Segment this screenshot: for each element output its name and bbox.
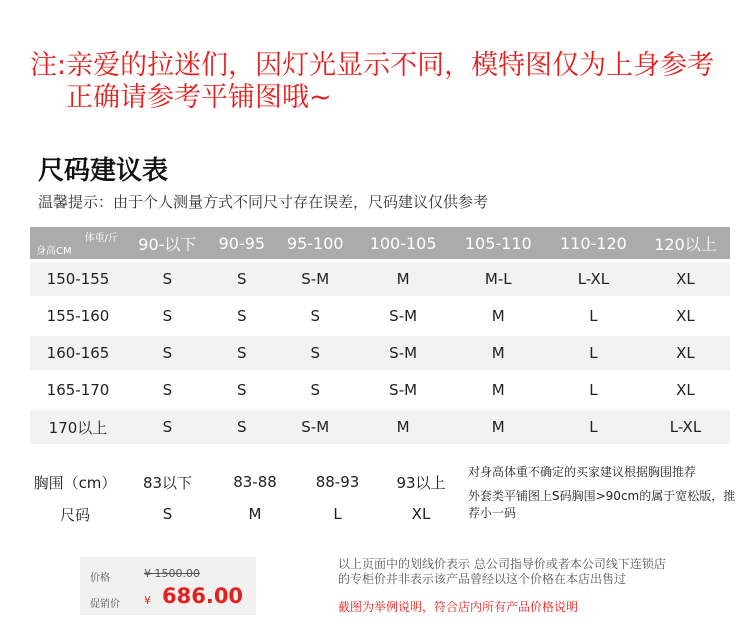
- weight-header: 100-105: [356, 227, 451, 259]
- size-cell: S: [209, 336, 275, 370]
- original-price-label: 价格: [90, 573, 110, 584]
- size-chart-corner-cell: [30, 227, 126, 259]
- size-cell: L: [546, 373, 641, 407]
- promo-price-label: 促销价: [90, 599, 120, 610]
- size-cell: S: [126, 299, 209, 333]
- size-cell: XL: [641, 373, 730, 407]
- table-row: [30, 299, 730, 333]
- size-cell: S-M: [356, 373, 451, 407]
- table-row: [30, 373, 730, 407]
- bust-size-table: [30, 466, 462, 530]
- table-row: [30, 262, 730, 296]
- size-cell: L: [546, 336, 641, 370]
- size-cell: S: [126, 336, 209, 370]
- bust-row: [30, 466, 462, 498]
- size-cell: L: [546, 299, 641, 333]
- height-cell: 155-160: [30, 299, 126, 333]
- notice-line-2: 正确请参考平铺图哦~: [66, 82, 332, 113]
- size-cell: S: [209, 373, 275, 407]
- size-cell: S-M: [356, 299, 451, 333]
- size-cell: XL: [641, 262, 730, 296]
- size-chart-title: 尺码建议表: [38, 156, 169, 186]
- notice-banner: [30, 50, 730, 114]
- example-note: 截图为举例说明，符合店内所有产品价格说明: [338, 600, 579, 614]
- height-cell: 170以上: [30, 410, 126, 444]
- bust-value: 83-88: [233, 473, 277, 491]
- size-cell: M-L: [451, 262, 546, 296]
- size-cell: S-M: [275, 262, 356, 296]
- size-cell: S: [209, 262, 275, 296]
- promo-price: 686.00: [162, 584, 244, 608]
- size-cell: S: [275, 373, 356, 407]
- bust-label: 胸围（cm）: [33, 473, 117, 492]
- size-value: L: [333, 505, 342, 523]
- height-cell: 165-170: [30, 373, 126, 407]
- weight-header: 120以上: [641, 227, 730, 259]
- size-value: XL: [411, 505, 431, 523]
- height-unit-label: 身高CM: [36, 246, 72, 257]
- bust-note-line-2: 外套类平铺图上S码胸围>90cm的属于宽松版，推荐小一码: [468, 489, 736, 520]
- weight-header: 105-110: [451, 227, 546, 259]
- size-label: 尺码: [59, 505, 90, 524]
- bust-value: 93以上: [396, 473, 446, 492]
- size-chart-header-row: [30, 227, 730, 259]
- notice-line-1: 注:亲爱的拉迷们，因灯光显示不同，模特图仅为上身参考: [30, 50, 715, 81]
- size-cell: S: [126, 373, 209, 407]
- bust-note: [468, 462, 738, 522]
- size-row: [30, 498, 462, 530]
- size-cell: M: [451, 299, 546, 333]
- size-cell: M: [451, 410, 546, 444]
- size-cell: XL: [641, 336, 730, 370]
- height-cell: 160-165: [30, 336, 126, 370]
- size-cell: S: [126, 410, 209, 444]
- disclaimer-line-2: 的专柜价并非表示该产品曾经以这个价格在本店出售过: [338, 572, 627, 586]
- price-disclaimer: [338, 557, 738, 587]
- size-chart-tip: 温馨提示：由于个人测量方式不同尺寸存在误差，尺码建议仅供参考: [38, 193, 489, 211]
- size-cell: M: [356, 410, 451, 444]
- height-cell: 150-155: [30, 262, 126, 296]
- bust-note-line-1: 对身高体重不确定的买家建议根据胸围推荐: [468, 465, 697, 479]
- weight-header: 110-120: [546, 227, 641, 259]
- size-cell: S: [275, 336, 356, 370]
- size-cell: S-M: [275, 410, 356, 444]
- table-row: [30, 410, 730, 444]
- weight-unit-label: 体重/斤: [84, 233, 118, 244]
- size-cell: L-XL: [641, 410, 730, 444]
- disclaimer-line-1: 以上页面中的划线价表示 总公司指导价或者本公司线下连锁店: [338, 557, 666, 571]
- currency-symbol: ¥: [144, 594, 151, 607]
- size-value: M: [248, 505, 262, 523]
- bust-value: 88-93: [315, 473, 360, 491]
- size-cell: S: [209, 299, 275, 333]
- size-value: S: [162, 505, 173, 523]
- original-price: ¥ 1500.00: [144, 567, 200, 580]
- price-box: [80, 557, 256, 615]
- weight-header: 90-95: [209, 227, 275, 259]
- size-cell: S: [209, 410, 275, 444]
- table-row: [30, 336, 730, 370]
- bust-value: 83以下: [142, 473, 193, 492]
- size-cell: S: [126, 262, 209, 296]
- size-chart-table: [30, 224, 730, 447]
- size-cell: M: [451, 336, 546, 370]
- size-cell: L: [546, 410, 641, 444]
- weight-header: 95-100: [275, 227, 356, 259]
- size-cell: M: [356, 262, 451, 296]
- size-cell: S-M: [356, 336, 451, 370]
- size-cell: XL: [641, 299, 730, 333]
- size-cell: M: [451, 373, 546, 407]
- weight-header: 90-以下: [126, 227, 209, 259]
- size-cell: L-XL: [546, 262, 641, 296]
- size-cell: S: [275, 299, 356, 333]
